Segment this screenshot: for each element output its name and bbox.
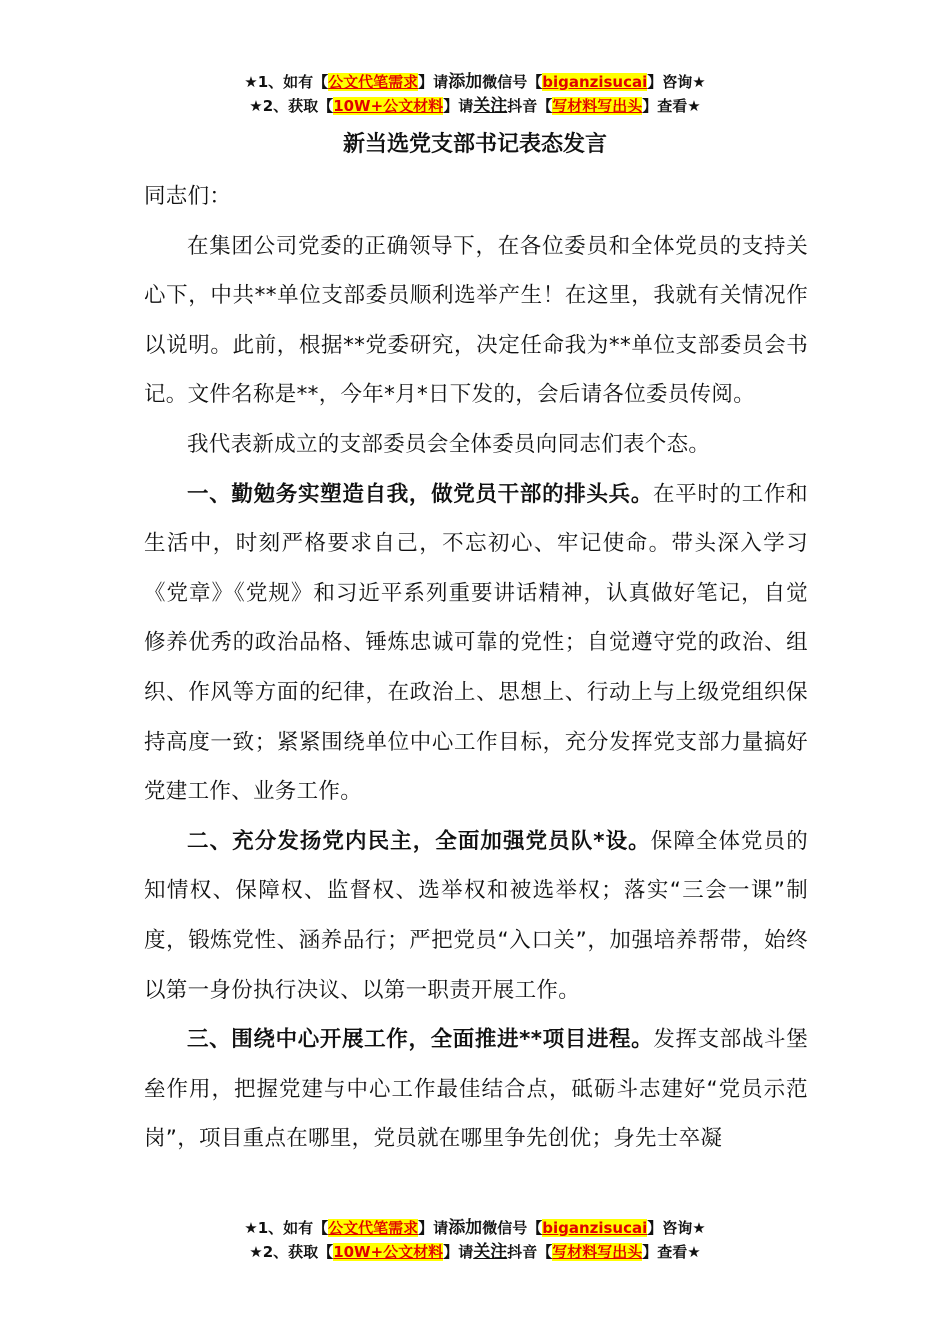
banner-text: ★1、如有【 (244, 73, 329, 91)
footer-banner (0, 1216, 950, 1264)
highlight-wechat-id: biganzisucai (542, 73, 648, 91)
banner-text: 微信号【 (482, 73, 543, 91)
highlight-materials: 10W+公文材料 (333, 97, 444, 115)
banner-line-1 (0, 70, 950, 94)
banner-emphasis: 关注 (473, 96, 508, 116)
banner-emphasis: 添加 (448, 72, 483, 92)
banner-text: 】咨询★ (647, 73, 706, 91)
banner-text: 】咨询★ (647, 1219, 706, 1237)
banner-line-1 (0, 1216, 950, 1240)
highlight-service: 公文代笔需求 (328, 73, 419, 91)
banner-text: 】查看★ (642, 1243, 701, 1261)
document-title: 新当选党支部书记表态发言 (342, 132, 607, 157)
banner-text: 】查看★ (642, 97, 701, 115)
paragraph-point-1 (144, 470, 808, 817)
banner-emphasis: 关注 (473, 1242, 508, 1262)
banner-text: 】请 (418, 73, 449, 91)
highlight-wechat-id: biganzisucai (542, 1219, 648, 1237)
banner-text: ★2、获取【 (249, 97, 334, 115)
point-2-body: 保障全体党员的知情权、保障权、监督权、选举权和被选举权；落实“三会一课”制度，锻炼党性、涵养品行；严把党员“入口关”，加强培养帮带，始终以第一身份执行决议、以第一职责开展工作。 (144, 828, 808, 1003)
paragraph-point-2 (144, 817, 808, 1015)
point-3-body: 发挥支部战斗堡垒作用，把握党建与中心工作最佳结合点，砥砺斗志建好“党员示范岗”，项目重点在哪里，党员就在哪里争先创优；身先士卒凝 (144, 1027, 808, 1152)
banner-text: 抖音【 (507, 1243, 553, 1261)
paragraph-point-3 (144, 1015, 808, 1164)
header-banner (0, 70, 950, 118)
paragraph-statement: 我代表新成立的支部委员会全体委员向同志们表个态。 (187, 431, 711, 457)
paragraph-intro: 在集团公司党委的正确领导下，在各位委员和全体党员的支持关心下，中共**单位支部委员顺利选举产生！在这里，我就有关情况作以说明。此前，根据**党委研究，决定任命我为**单位支部委员会书记。文件名称是**，今年*月*日下发的，会后请各位委员传阅。 (144, 233, 808, 408)
highlight-materials: 10W+公文材料 (333, 1243, 444, 1261)
salutation: 同志们： (144, 184, 232, 209)
banner-text: 抖音【 (507, 97, 553, 115)
banner-line-2 (0, 1240, 950, 1264)
banner-text: 微信号【 (482, 1219, 543, 1237)
banner-line-2 (0, 94, 950, 118)
banner-emphasis: 添加 (448, 1218, 483, 1238)
point-1-heading: 一、勤勉务实塑造自我，做党员干部的排头兵。 (187, 481, 654, 507)
highlight-douyin-id: 写材料写出头 (552, 1243, 643, 1261)
banner-text: ★1、如有【 (244, 1219, 329, 1237)
point-1-body: 在平时的工作和生活中，时刻严格要求自己，不忘初心、牢记使命。带头深入学习《党章》《党规》和习近平系列重要讲话精神，认真做好笔记，自觉修养优秀的政治品格、锤炼忠诚可靠的党性；自觉遵守党的政治、组织、作风等方面的纪律，在政治上、思想上、行动上与上级党组织保持高度一致；紧紧围绕单位中心工作目标，充分发挥党支部力量搞好党建工作、业务工作。 (144, 481, 808, 805)
document-body (144, 172, 808, 1164)
banner-text: 】请 (418, 1219, 449, 1237)
point-2-heading: 二、充分发扬党内民主，全面加强党员队*设。 (187, 828, 651, 854)
banner-text: 】请 (443, 1243, 474, 1261)
highlight-service: 公文代笔需求 (328, 1219, 419, 1237)
banner-text: 】请 (443, 97, 474, 115)
highlight-douyin-id: 写材料写出头 (552, 97, 643, 115)
point-3-heading: 三、围绕中心开展工作，全面推进**项目进程。 (187, 1027, 654, 1053)
banner-text: ★2、获取【 (249, 1243, 334, 1261)
